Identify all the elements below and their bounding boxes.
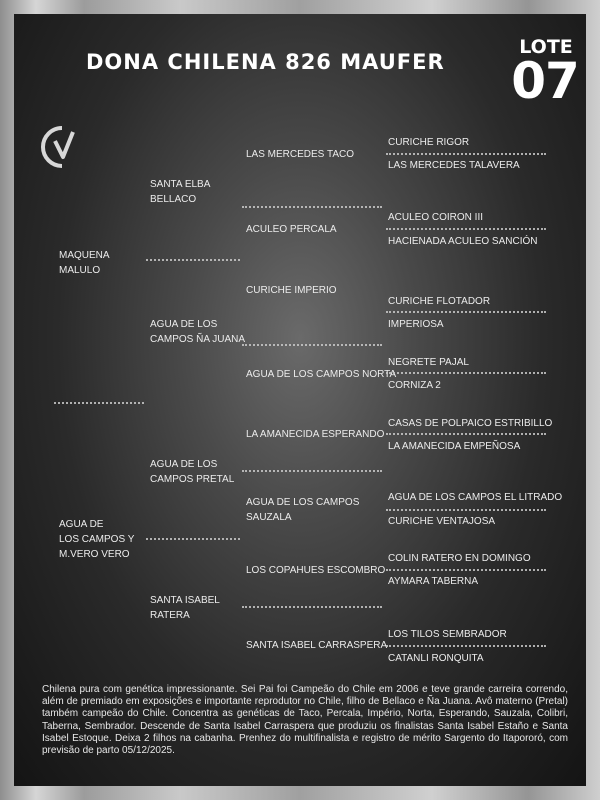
g2-line-2 xyxy=(242,344,382,346)
g4-name-10: LA AMANECIDA EMPEÑOSA xyxy=(388,441,521,452)
g3-line-1 xyxy=(386,153,546,155)
sire-sire-name: SANTA ELBA BELLACO xyxy=(150,179,211,205)
g2-line-1 xyxy=(242,206,382,208)
g3-name-1: LAS MERCEDES TACO xyxy=(246,149,354,160)
horse-title: DONA CHILENA 826 MAUFER xyxy=(86,50,445,74)
g3-line-2 xyxy=(386,228,546,230)
g4-name-14: AYMARA TABERNA xyxy=(388,576,479,587)
g4-name-6: IMPERIOSA xyxy=(388,319,444,330)
dam-dam-name: SANTA ISABEL RATERA xyxy=(150,595,220,621)
sire-name: MAQUENA MALULO xyxy=(59,250,110,276)
g4-name-13: COLIN RATERO EN DOMINGO xyxy=(388,553,531,564)
g3-name-8: SANTA ISABEL CARRASPERA xyxy=(246,640,388,651)
g3-line-3 xyxy=(386,311,546,313)
dam-sire-name: AGUA DE LOS CAMPOS PRETAL xyxy=(150,459,235,485)
g2-line-3 xyxy=(242,470,382,472)
g3-name-3: CURICHE IMPERIO xyxy=(246,285,337,296)
sire-dam-name: AGUA DE LOS CAMPOS ÑA JUANA xyxy=(150,319,246,345)
lot-card xyxy=(14,14,586,786)
g4-name-7: NEGRETE PAJAL xyxy=(388,357,469,368)
g3-line-6 xyxy=(386,509,546,511)
v-circle-logo-icon xyxy=(40,124,80,170)
sire-line xyxy=(146,259,240,261)
g3-line-5 xyxy=(386,433,546,435)
root-line xyxy=(54,402,144,404)
g4-name-16: CATANLI RONQUITA xyxy=(388,653,484,664)
g3-name-6: AGUA DE LOS CAMPOS SAUZALA xyxy=(246,497,360,523)
g4-name-9: CASAS DE POLPAICO ESTRIBILLO xyxy=(388,418,553,429)
g4-name-1: CURICHE RIGOR xyxy=(388,137,470,148)
g4-name-3: ACULEO COIRON III xyxy=(388,212,484,223)
g4-name-11: AGUA DE LOS CAMPOS EL LITRADO xyxy=(388,492,563,503)
g3-name-5: LA AMANECIDA ESPERANDO xyxy=(246,429,385,440)
g3-name-7: LOS COPAHUES ESCOMBRO xyxy=(246,565,386,576)
dam-line xyxy=(146,538,240,540)
g3-name-4: AGUA DE LOS CAMPOS NORTA xyxy=(246,369,397,380)
lot-label: LOTE xyxy=(519,36,573,58)
g3-line-7 xyxy=(386,569,546,571)
g2-line-4 xyxy=(242,606,382,608)
description-text: Chilena pura com genética impressionante. Sei Pai foi Campeão do Chile em 2006 e teve grande carreira correndo, além de premiado em exposições e importante reprodutor no Chile, filho de Bellaco e Ña Juana. Avô materno (Pretal) também campeão do Chile. Concentra as genéticas de Taco, Percala, Império, Norta, Esperando, Sauzala, Colibri, Taberna, Sembrador. Descende de Santa Isabel Carraspera que produziu os finalistas Santa Isabel Estaño e Santa Isabel Estoque. Deixa 2 filhos na cabanha. Prenhez do multifinalista e registro de mérito Sargento do Itapororó, com previsão de parto 05/12/2025. xyxy=(42,684,568,757)
g4-name-5: CURICHE FLOTADOR xyxy=(388,296,491,307)
g4-name-12: CURICHE VENTAJOSA xyxy=(388,516,496,527)
g4-name-15: LOS TILOS SEMBRADOR xyxy=(388,629,507,640)
g4-name-8: CORNIZA 2 xyxy=(388,380,441,391)
lot-number: 07 xyxy=(511,52,579,110)
dam-name: AGUA DE LOS CAMPOS Y M.VERO VERO xyxy=(59,519,135,560)
g4-name-2: LAS MERCEDES TALAVERA xyxy=(388,160,520,171)
g4-name-4: HACIENADA ACULEO SANCIÓN xyxy=(388,236,538,247)
g3-line-4 xyxy=(386,372,546,374)
g3-name-2: ACULEO PERCALA xyxy=(246,224,337,235)
g3-line-8 xyxy=(386,645,546,647)
